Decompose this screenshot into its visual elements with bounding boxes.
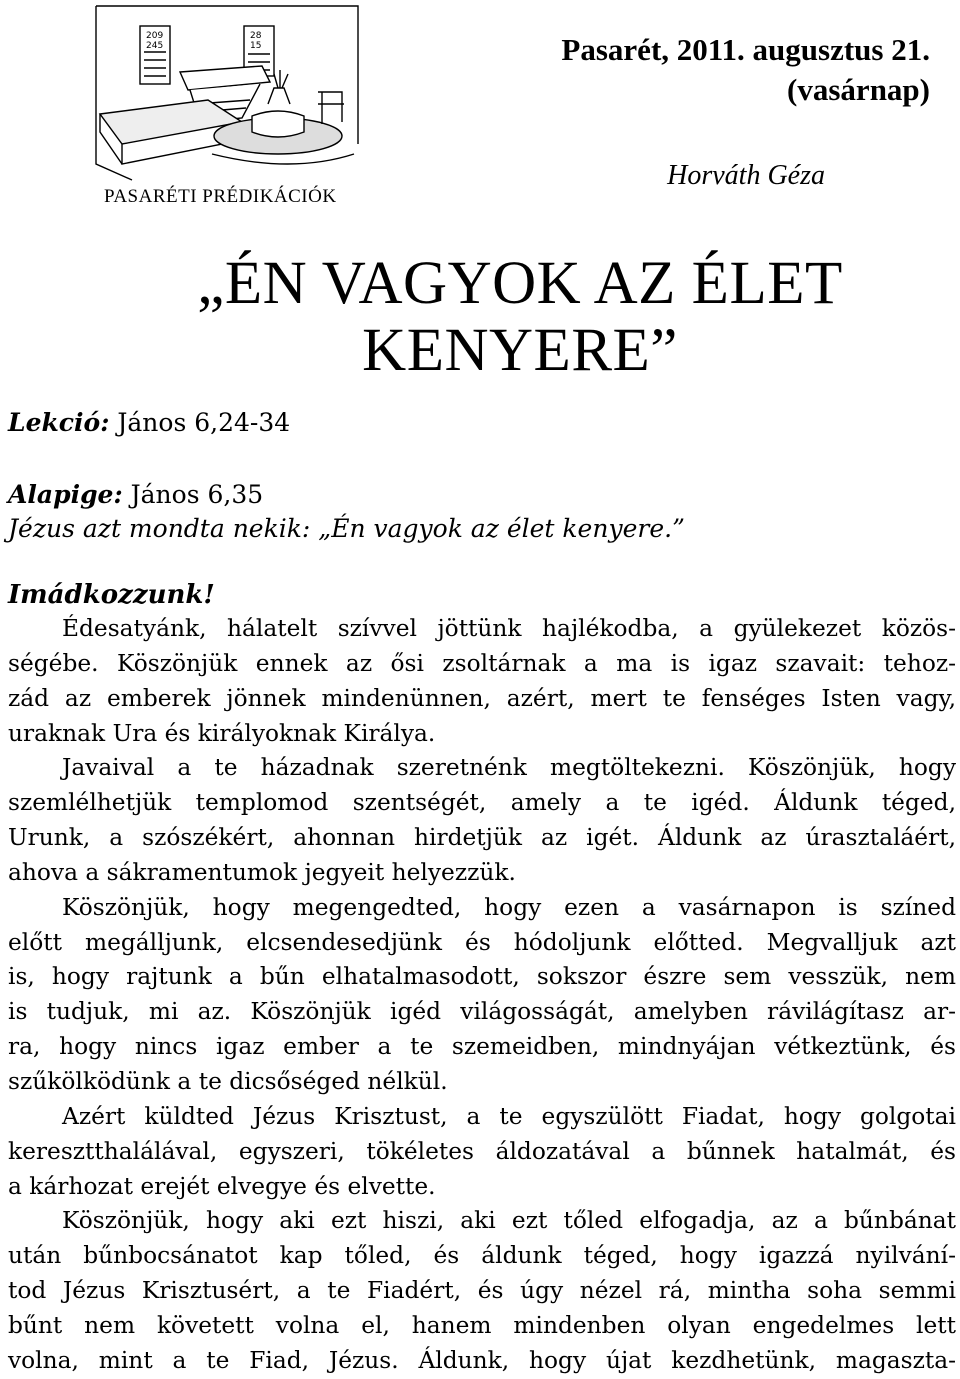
- base-verse-value: János 6,35: [122, 480, 264, 509]
- church-interior-illustration: [92, 4, 362, 182]
- prayer-line: Javaival a te házadnak szeretnénk megtöltekezni. Köszönjük, hogy: [62, 754, 956, 782]
- prayer-line: Köszönjük, hogy megengedted, hogy ezen a vasárnapon is színed: [62, 893, 956, 921]
- prayer-line: is, hogy rajtunk a bűn elhatalmasodott, sokszor észre sem vesszük, nem: [8, 963, 956, 991]
- prayer-line: bűnt nem követett volna el, hanem mindenben olyan engedelmes lett: [8, 1311, 956, 1339]
- svg-text:15: 15: [250, 41, 262, 51]
- prayer-line: szemlélhetjük templomod szentségét, amely a te igéd. Áldunk téged,: [8, 789, 956, 817]
- prayer-heading: Imádkozzunk!: [8, 580, 215, 610]
- svg-text:245: 245: [146, 41, 164, 51]
- title-line-2: KENYERE”: [362, 317, 678, 384]
- reading-reference: [8, 408, 290, 437]
- prayer-line: uraknak Ura és királyoknak Királya.: [8, 719, 436, 747]
- prayer-line: Azért küldted Jézus Krisztust, a te egyszülött Fiadat, hogy golgotai: [62, 1102, 956, 1130]
- author-name: Horváth Géza: [667, 160, 825, 191]
- title-line-1: „ÉN VAGYOK AZ ÉLET: [197, 250, 843, 317]
- prayer-line: után bűnbocsánatot kap tőled, és áldunk téged, hogy igazzá nyilvání-: [8, 1242, 956, 1270]
- reading-value: János 6,24-34: [109, 408, 291, 437]
- series-title: PASARÉTI PRÉDIKÁCIÓK: [104, 186, 337, 207]
- prayer-line: a kárhozat erejét elvegye és elvette.: [8, 1172, 436, 1200]
- prayer-text: [8, 612, 956, 1379]
- prayer-line: is tudjuk, mi az. Köszönjük igéd világosságát, amelyben rávilágítasz ar-: [8, 998, 956, 1026]
- prayer-line: Urunk, a szószékért, ahonnan hirdetjük az igét. Áldunk az úrasztaláért,: [8, 824, 956, 852]
- svg-text:209: 209: [146, 31, 164, 41]
- prayer-line: ségébe. Köszönjük ennek az ősi zsoltárnak a ma is igaz szavait: tehoz-: [8, 649, 956, 677]
- prayer-line: ra, hogy nincs igaz ember a te szemeidben, mindnyájan vétkeztünk, és: [8, 1033, 956, 1061]
- prayer-line: zád az emberek jönnek mindenünnen, azért, mert te fenséges Isten vagy,: [8, 684, 956, 712]
- date-line: Pasarét, 2011. augusztus 21.: [561, 32, 930, 67]
- base-verse-quote: Jézus azt mondta nekik: „Én vagyok az élet kenyere.”: [8, 514, 685, 543]
- weekday-line: (vasárnap): [787, 72, 930, 107]
- svg-text:28: 28: [250, 31, 262, 41]
- reading-label: Lekció:: [8, 408, 110, 437]
- prayer-line: volna, mint a te Fiad, Jézus. Áldunk, hogy újat kezdhetünk, magaszta-: [8, 1346, 956, 1374]
- sermon-date: [561, 30, 930, 110]
- prayer-line: keresztthalálával, egyszeri, tökéletes áldozatával a bűnnek hatalmát, és: [8, 1137, 956, 1165]
- base-verse-label: Alapige:: [8, 480, 123, 509]
- base-verse: [8, 478, 685, 546]
- prayer-line: szűkölködünk a te dicsőséged nélkül.: [8, 1067, 448, 1095]
- sermon-title: [150, 250, 890, 384]
- prayer-line: Édesatyánk, hálatelt szívvel jöttünk hajlékodba, a gyülekezet közös-: [62, 615, 956, 642]
- page-header: [0, 0, 960, 220]
- prayer-line: előtt megálljunk, elcsendesedjünk és hódoljunk előtted. Megvalljuk azt: [8, 928, 956, 956]
- prayer-line: tod Jézus Krisztusért, a te Fiadért, és úgy nézel rá, mintha soha semmi: [8, 1277, 956, 1305]
- prayer-line: Köszönjük, hogy aki ezt hiszi, aki ezt tőled elfogadja, az a bűnbánat: [62, 1207, 956, 1235]
- prayer-line: ahova a sákramentumok jegyeit helyezzük.: [8, 858, 516, 886]
